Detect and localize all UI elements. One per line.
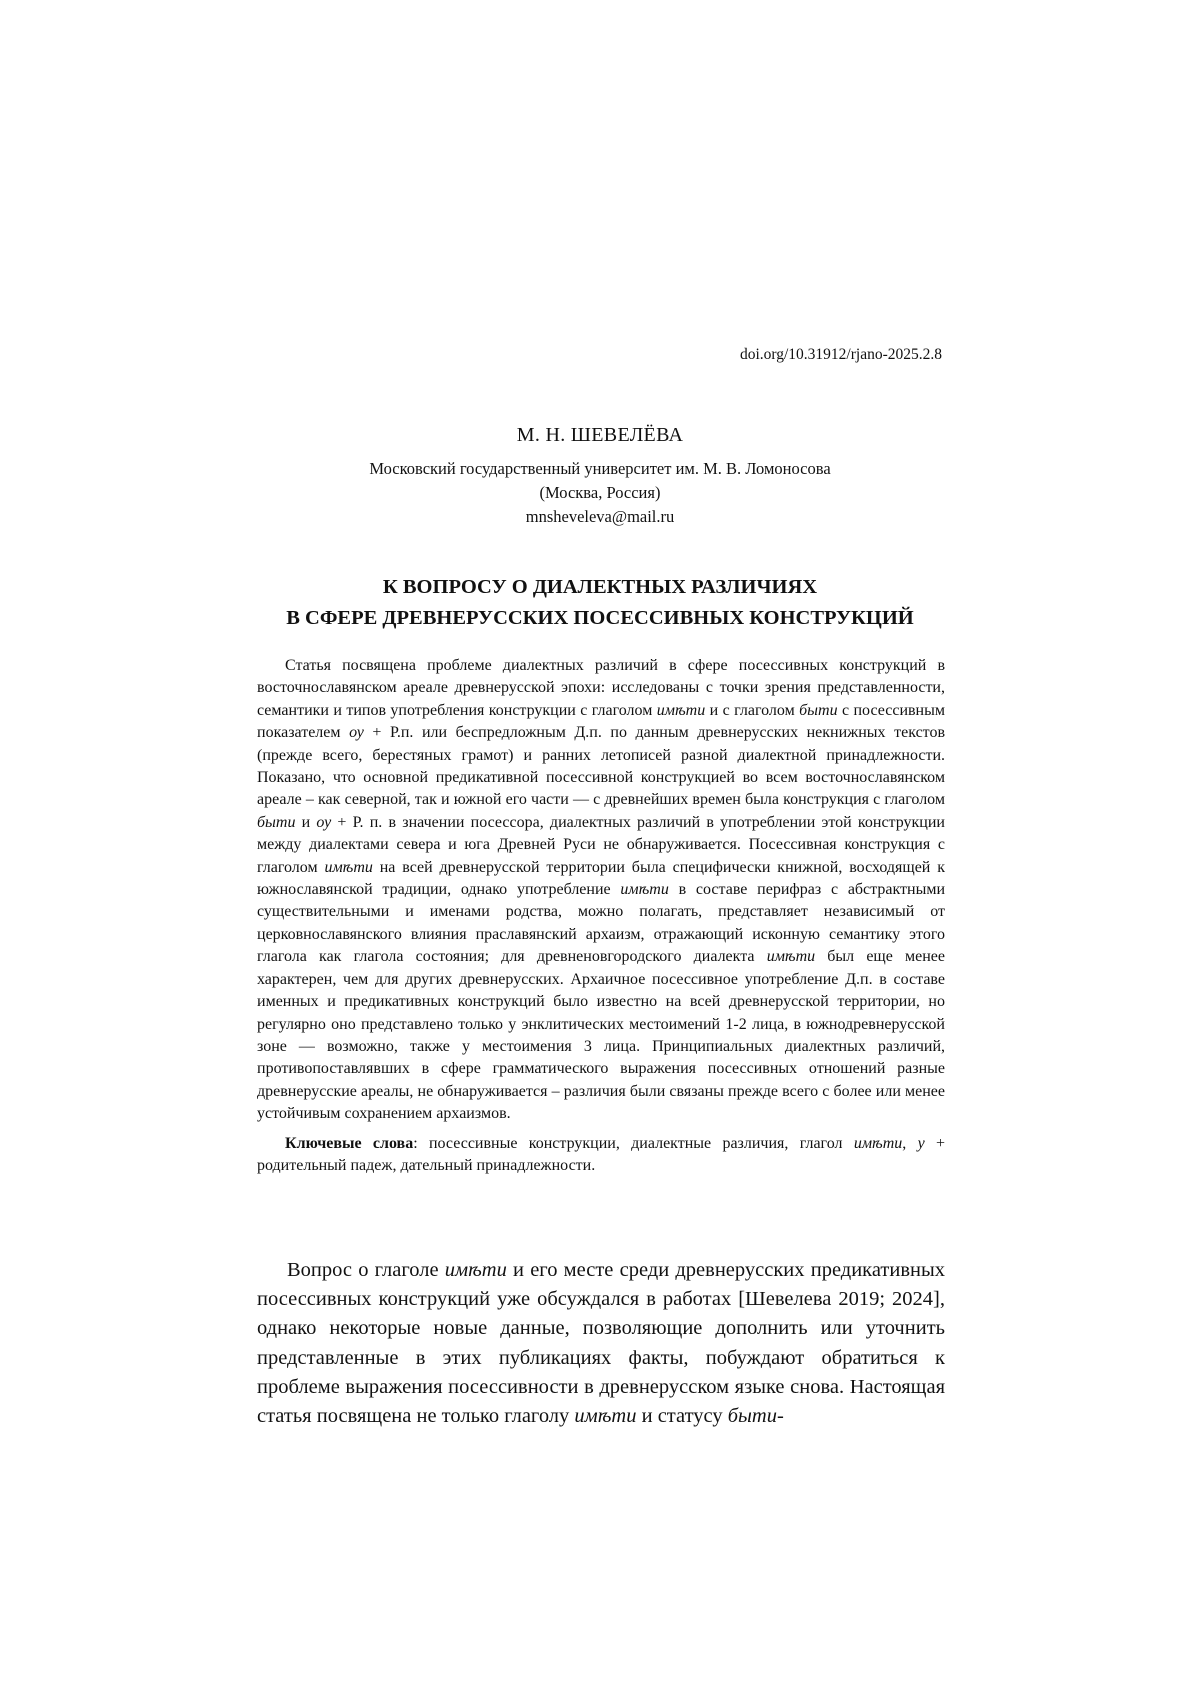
doi-link[interactable]: doi.org/10.31912/rjano-2025.2.8 (739, 346, 942, 363)
abstract (257, 655, 945, 1177)
abstract-text: Статья посвящена проблеме диалектных различий в сфере посессивных конструкций в восточнославянском ареале древнерусской эпохи: исследованы с точки зрения представленности, семантики и типов употребления конструкции с глаголом имѣти и с глаголом быти с посессивным показателем оу + Р.п. или беспредложным Д.п. по данным древнерусских некнижных текстов (прежде всего, берестяных грамот) и ранних летописей разной диалектной принадлежности. Показано, что основной предикативной посессивной конструкцией во всем восточнославянском ареале – как северной, так и южной его части — с древнейших времен была конструкция с глаголом быти и оу + Р. п. в значении посессора, диалектных различий в употреблении этой конструкции между диалектами севера и юга Древней Руси не обнаруживается. Посессивная конструкция с глаголом имѣти на всей древнерусской территории была специфически книжной, восходящей к южнославянской традиции, однако употребление имѣти в составе перифраз с абстрактными существительными и именами родства, можно полагать, представляет независимый от церковнославянского влияния праславянский архаизм, отражающий исконную семантику этого глагола как глагола состояния; для древненовгородского диалекта имѣти был еще менее характерен, чем для других древнерусских. Архаичное посессивное употребление Д.п. в составе именных и предикативных конструкций было известно на всей древнерусской территории, но регулярно оно представлено только у энклитических местоимений 1-2 лица, в южнодревнерусской зоне — возможно, также у местоимения 3 лица. Принципиальных диалектных различий, противопоставлявших в сфере грамматического выражения посессивных отношений разные древнерусские ареалы, не обнаруживается – различия были связаны прежде всего с более или менее устойчивым сохранением архаизмов. (257, 657, 946, 1123)
keywords-label: Ключевые слова (285, 1134, 414, 1152)
title-line-1: К ВОПРОСУ О ДИАЛЕКТНЫХ РАЗЛИЧИЯХ (382, 576, 818, 598)
author-block (200, 424, 1000, 529)
affiliation: Московский государственный университет им. М. В. Ломоносова (369, 459, 831, 478)
body-text (257, 1256, 945, 1431)
article-title (200, 572, 1000, 634)
title-line-2: В СФЕРЕ ДРЕВНЕРУССКИХ ПОСЕССИВНЫХ КОНСТРУКЦИЙ (286, 607, 914, 629)
body-paragraph: Вопрос о глаголе имѣти и его месте среди древнерусских предикативных посессивных конструкций уже обсуждался в работах [Шевелева 2019; 2024], однако некоторые новые данные, позволяющие дополнить или уточнить представленные в этих публикациях факты, побуждают обратиться к проблеме выражения посессивности в древнерусском языке снова. Настоящая статья посвящена не только глаголу имѣти и статусу быти- (257, 1259, 945, 1428)
keywords: Ключевые слова: посессивные конструкции, диалектные различия, глагол имѣти, у + родительный падеж, дательный принадлежности. (257, 1134, 946, 1174)
affiliation-location: (Москва, Россия) (539, 483, 661, 502)
author-name: М. Н. ШЕВЕЛЁВА (516, 424, 684, 446)
author-email[interactable]: mnsheveleva@mail.ru (525, 507, 675, 526)
